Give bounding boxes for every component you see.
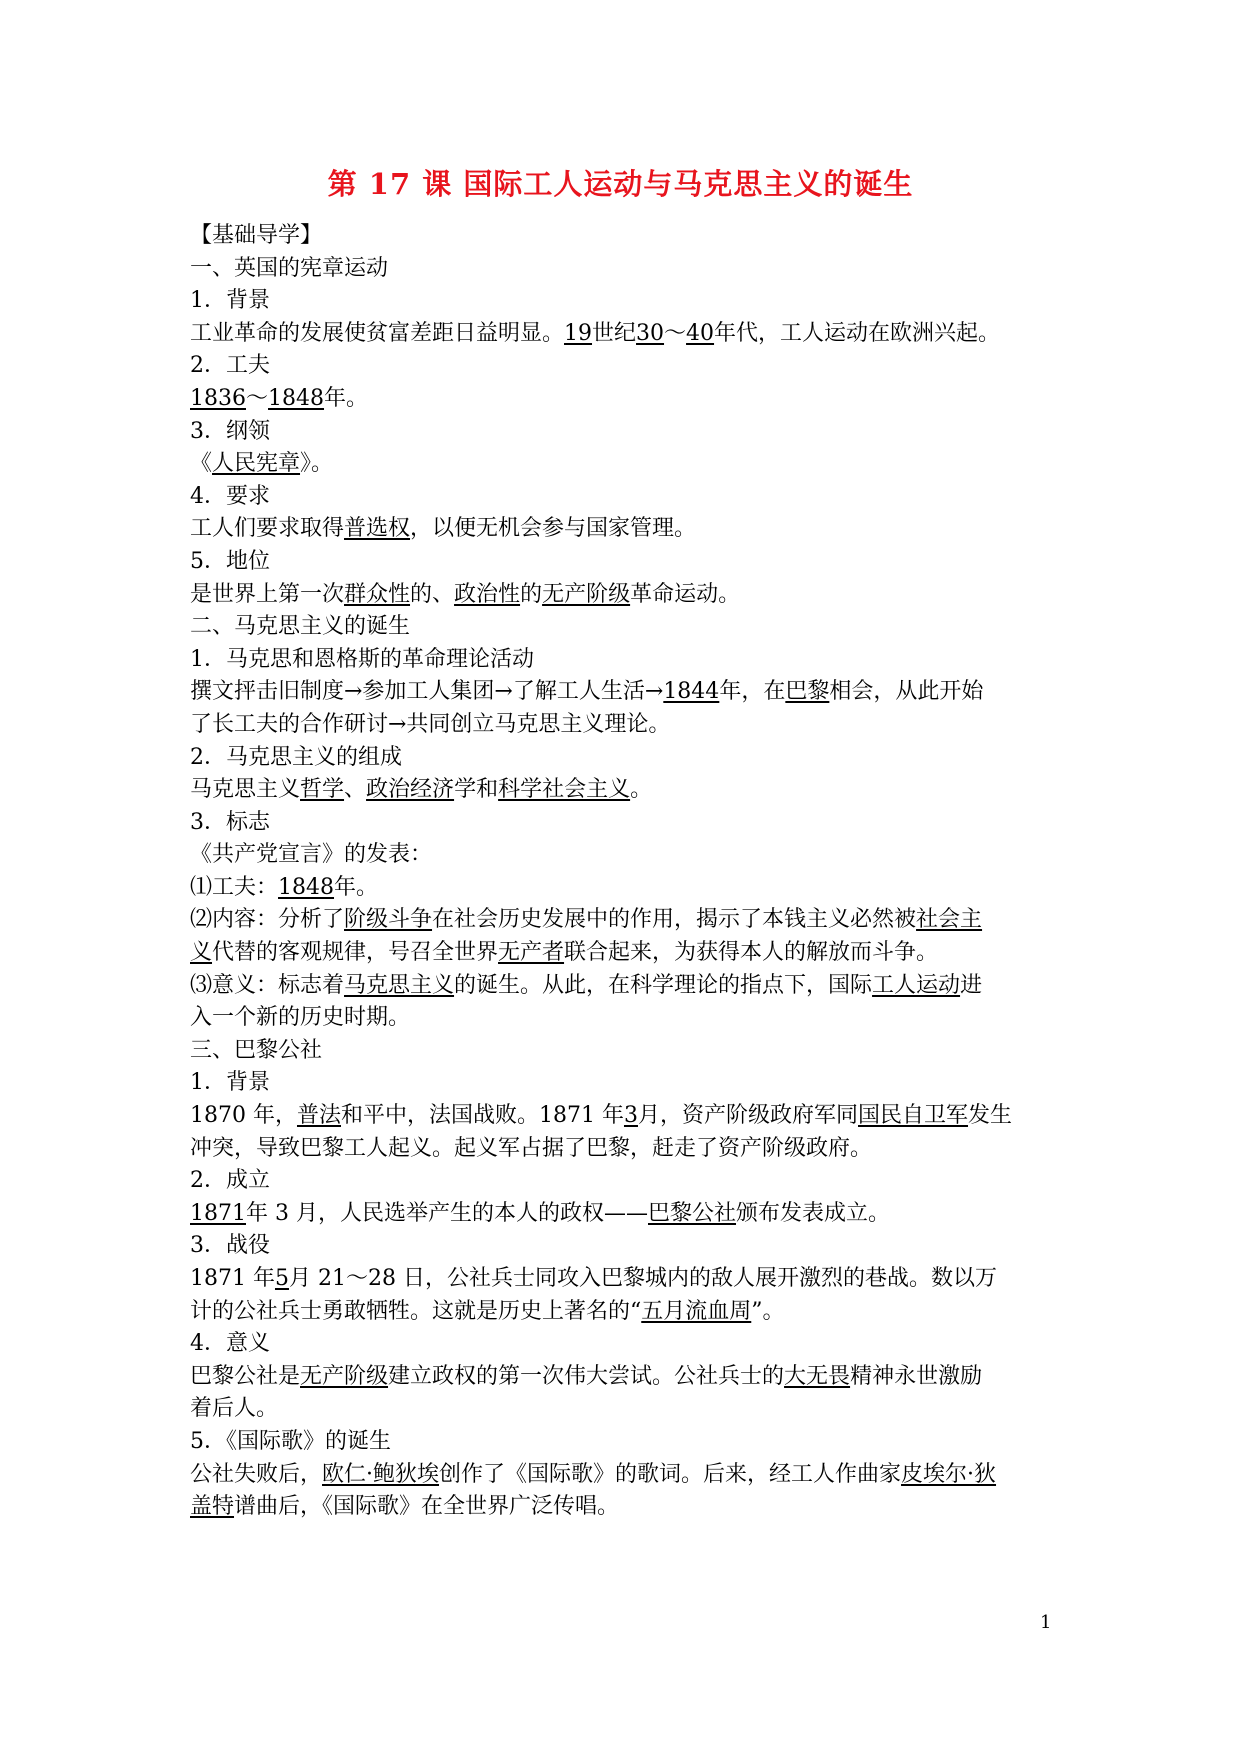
underlined-answer: 普选权 [344, 516, 411, 542]
underlined-answer: 盖特 [190, 1494, 235, 1520]
underlined-answer: 30 [636, 320, 665, 346]
text-segment: 冲突，导致巴黎工人起义。起义军占据了巴黎，赶走了资产阶级政府。 [190, 1135, 873, 1161]
text-segment: 一、英国的宪章运动 [190, 255, 389, 281]
text-line [190, 350, 1060, 383]
text-segment: 5．地位 [190, 548, 270, 574]
text-line [190, 1361, 1060, 1394]
text-segment: ⑵内容：分析了 [190, 907, 345, 933]
text-line [190, 285, 1060, 318]
text-line [190, 807, 1060, 840]
text-line [190, 1328, 1060, 1361]
text-line [190, 383, 1060, 416]
text-line [190, 220, 1060, 253]
text-segment: 联合起来，为获得本人的解放而斗争。 [564, 940, 939, 966]
text-segment: 5．《国际歌》的诞生 [190, 1428, 391, 1454]
underlined-answer: 巴黎公社 [648, 1200, 737, 1226]
text-line [190, 1198, 1060, 1231]
text-segment: ～ [664, 320, 687, 346]
text-segment: 入一个新的历史时期。 [190, 1005, 411, 1031]
text-segment: 年，在 [719, 679, 786, 705]
text-segment: 马克思主义 [190, 777, 301, 803]
text-line [190, 709, 1060, 742]
underlined-answer: 工人运动 [872, 972, 961, 998]
text-segment: 革命运动。 [630, 581, 741, 607]
text-segment: ”。 [751, 1298, 785, 1324]
text-segment: 2．工夫 [190, 353, 270, 379]
text-line [190, 318, 1060, 351]
text-line [190, 1296, 1060, 1329]
text-segment: 4．意义 [190, 1331, 270, 1357]
text-line [190, 253, 1060, 286]
text-segment: 工人们要求取得 [190, 516, 345, 542]
underlined-answer: 政治经济 [366, 777, 455, 803]
text-segment: 。 [630, 777, 653, 803]
text-segment: 1．背景 [190, 288, 270, 314]
underlined-answer: 19 [564, 320, 593, 346]
text-segment: 3．纲领 [190, 418, 270, 444]
text-segment: 年。 [324, 385, 369, 411]
text-segment: 在社会历史发展中的作用，揭示了本钱主义必然被 [432, 907, 917, 933]
underlined-answer: 科学社会主义 [498, 777, 631, 803]
text-line [190, 416, 1060, 449]
text-segment: 1．马克思和恩格斯的革命理论活动 [190, 646, 534, 672]
text-segment: 着后人。 [190, 1396, 279, 1422]
text-line [190, 937, 1060, 970]
text-line [190, 448, 1060, 481]
text-segment: 1871 年 [190, 1266, 275, 1291]
underlined-answer: 40 [686, 320, 715, 346]
text-segment: 三、巴黎公社 [190, 1037, 323, 1063]
text-line [190, 644, 1060, 677]
underlined-answer: 义 [190, 940, 213, 966]
text-line [190, 1165, 1060, 1198]
text-line [190, 1002, 1060, 1035]
text-line [190, 839, 1060, 872]
text-segment: 进 [960, 972, 983, 998]
text-segment: 学和 [454, 777, 499, 803]
text-line [190, 481, 1060, 514]
text-segment: 和平中，法国战败。1871 年 [341, 1103, 624, 1129]
text-segment: 二、马克思主义的诞生 [190, 614, 411, 640]
underlined-answer: 1871 [190, 1200, 246, 1226]
page-title: 第 17 课 国际工人运动与马克思主义的诞生 [327, 167, 914, 201]
text-segment: 建立政权的第一次伟大尝试。公社兵士的 [388, 1363, 785, 1389]
text-line [190, 1393, 1060, 1426]
document-body [190, 220, 1060, 1524]
text-line [190, 611, 1060, 644]
text-segment: ⑶意义：标志着 [190, 972, 345, 998]
underlined-answer: 哲学 [300, 777, 345, 803]
text-line [190, 676, 1060, 709]
text-segment: 、 [344, 777, 367, 803]
text-segment: 》。 [300, 451, 334, 477]
underlined-answer: 无产阶级 [300, 1363, 389, 1389]
underlined-answer: 1848 [278, 874, 335, 900]
underlined-answer: 大无畏 [784, 1363, 851, 1389]
text-segment: 的 [520, 581, 543, 607]
underlined-answer: 国民自卫军 [858, 1103, 969, 1129]
underlined-answer: 1848 [268, 385, 325, 411]
text-line [190, 513, 1060, 546]
text-segment: 《共产党宣言》的发表： [190, 842, 433, 868]
underlined-answer: 马克思主义 [344, 972, 455, 998]
text-line [190, 1133, 1060, 1166]
text-segment: 了长工夫的合作研讨→共同创立马克思主义理论。 [190, 711, 671, 737]
text-segment: 是世界上第一次 [190, 581, 345, 607]
text-segment: 3．战役 [190, 1233, 270, 1259]
text-segment: 精神永世激励 [850, 1363, 983, 1389]
text-segment: 2．成立 [190, 1168, 270, 1194]
underlined-answer: 巴黎 [785, 679, 830, 705]
underlined-answer: 社会主 [916, 907, 983, 933]
text-segment: 撰文抨击旧制度→参加工人集团→了解工人生活→ [190, 679, 664, 705]
text-segment: 的、 [410, 581, 455, 607]
underlined-answer: 1836 [190, 385, 246, 411]
text-line [190, 872, 1060, 905]
text-line [190, 546, 1060, 579]
text-line [190, 1100, 1060, 1133]
text-segment: 的诞生。从此，在科学理论的指点下，国际 [454, 972, 873, 998]
underlined-answer: 普法 [296, 1103, 341, 1129]
text-segment: ⑴工夫： [190, 874, 279, 900]
text-segment: 公社失败后， [190, 1461, 323, 1487]
underlined-answer: 五月流血周 [641, 1298, 752, 1324]
underlined-answer: 欧仁·鲍狄埃 [322, 1461, 440, 1487]
underlined-answer: 政治性 [454, 581, 521, 607]
text-segment: 2．马克思主义的组成 [190, 744, 402, 770]
text-line [190, 904, 1060, 937]
text-segment: 《 [190, 451, 213, 477]
text-segment: 世纪 [592, 320, 637, 346]
text-segment: ～ [246, 385, 269, 411]
text-line [190, 1426, 1060, 1459]
text-segment: 相会，从此开始 [829, 679, 984, 705]
text-line [190, 579, 1060, 612]
underlined-answer: 皮埃尔·狄 [901, 1461, 997, 1487]
underlined-answer: 人民宪章 [212, 451, 301, 477]
text-line [190, 1459, 1060, 1492]
text-line [190, 742, 1060, 775]
underlined-answer: 无产阶级 [542, 581, 631, 607]
text-segment: 颁布发表成立。 [736, 1200, 891, 1226]
underlined-answer: 3 [623, 1103, 638, 1129]
text-segment: ，以便无机会参与国家管理。 [410, 516, 697, 542]
text-segment: 月，资产阶级政府军同 [637, 1103, 858, 1129]
text-line [190, 774, 1060, 807]
text-segment: 代替的客观规律，号召全世界 [212, 940, 499, 966]
underlined-answer: 无产者 [498, 940, 565, 966]
underlined-answer: 5 [274, 1266, 289, 1291]
text-segment: 谱曲后，《国际歌》在全世界广泛传唱。 [234, 1494, 620, 1520]
text-line [190, 1067, 1060, 1100]
text-segment: 年。 [334, 874, 379, 900]
text-segment: 巴黎公社是 [190, 1363, 301, 1389]
text-line [190, 1035, 1060, 1068]
text-line [190, 1491, 1060, 1524]
text-segment: 工业革命的发展使贫富差距日益明显。 [190, 320, 565, 346]
text-segment: 3．标志 [190, 809, 270, 835]
text-segment: 年代，工人运动在欧洲兴起。 [714, 320, 1001, 346]
text-segment: 月 21～28 日，公社兵士同攻入巴黎城内的敌人展开激烈的巷战。数以万 [288, 1266, 997, 1291]
text-line [190, 1230, 1060, 1263]
underlined-answer: 阶级斗争 [344, 907, 433, 933]
page-number: 1 [1040, 1612, 1052, 1633]
text-line [190, 1263, 1060, 1296]
text-segment: 发生 [968, 1103, 1013, 1129]
text-line [190, 970, 1060, 1003]
underlined-answer: 群众性 [344, 581, 411, 607]
text-segment: 计的公社兵士勇敢牺牲。这就是历史上著名的“ [190, 1298, 642, 1324]
underlined-answer: 1844 [663, 679, 720, 705]
text-segment: 1．背景 [190, 1070, 270, 1096]
text-segment: 4．要求 [190, 483, 270, 509]
text-segment: 【基础导学】 [190, 223, 323, 248]
text-segment: 1870 年， [190, 1103, 297, 1129]
text-segment: 创作了《国际歌》的歌词。后来，经工人作曲家 [439, 1461, 902, 1487]
text-segment: 年 3 月，人民选举产生的本人的政权—— [246, 1200, 648, 1226]
